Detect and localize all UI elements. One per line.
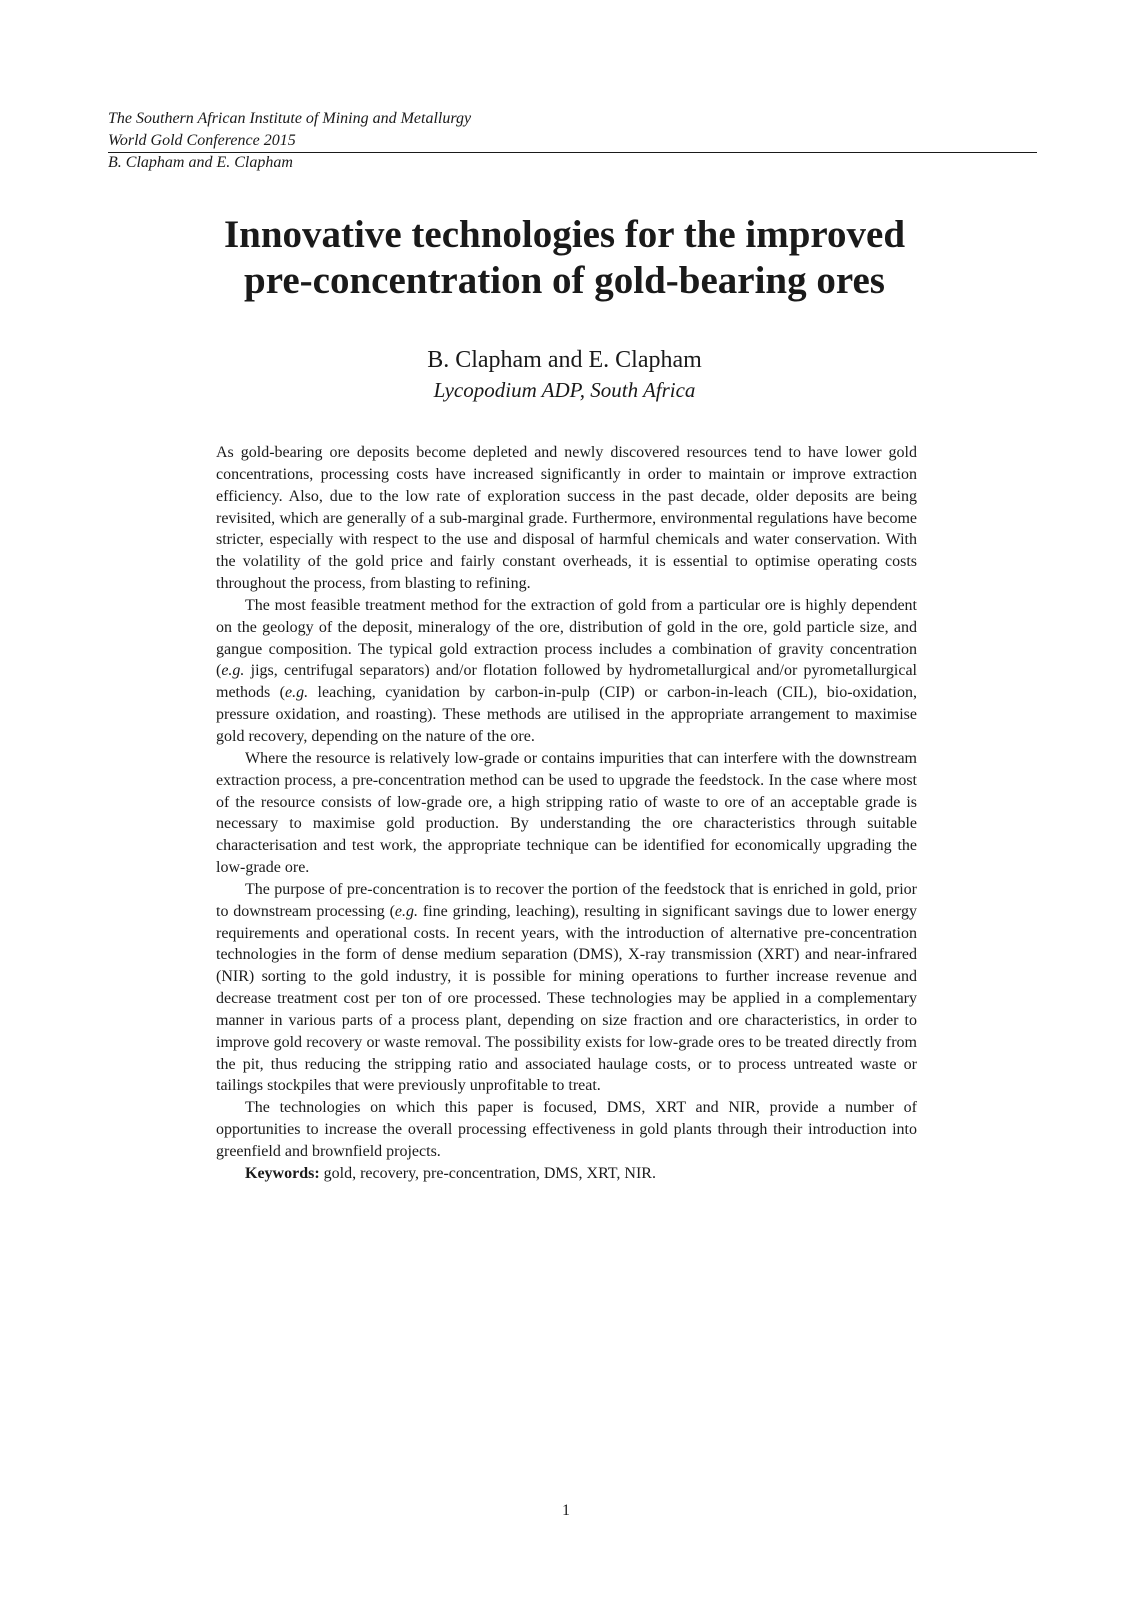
keywords <box>216 1163 917 1185</box>
abstract-paragraph-3: Where the resource is relatively low-grade or contains impurities that can interfere with the downstream extraction process, a pre-concentration method can be used to upgrade the feedstock. In the case where most of the resource consists of low-grade ore, a high stripping ratio of waste to ore of an acceptable grade is necessary to maximise gold production. By understanding the ore characteristics through suitable characterisation and test work, the appropriate technique can be identified for economically upgrading the low-grade ore. <box>216 749 917 877</box>
header-rule <box>108 152 1037 153</box>
abstract-paragraph-2-text-c: leaching, cyanidation by carbon-in-pulp (CIP) or carbon-in-leach (CIL), bio-oxidation, pressure oxidation, and roasting). These methods are utilised in the appropriate arrangement to maximise gold recovery, depending on the nature of the ore. <box>216 684 917 745</box>
page-number: 1 <box>562 1502 570 1519</box>
author-affiliation: Lycopodium ADP, South Africa <box>433 378 696 402</box>
running-header <box>108 108 1037 174</box>
abstract-paragraph-4-eg: e.g. <box>394 902 419 920</box>
abstract-paragraph-4 <box>216 879 917 1097</box>
keywords-list: gold, recovery, pre-concentration, DMS, XRT, NIR. <box>319 1164 656 1182</box>
author-names: B. Clapham and E. Clapham <box>427 347 702 373</box>
abstract-paragraph-1: As gold-bearing ore deposits become depleted and newly discovered resources tend to have lower gold concentrations, processing costs have increased significantly in order to maintain or improve extraction efficiency. Also, due to the low rate of exploration success in the past decade, older deposits are being revisited, which are generally of a sub-marginal grade. Furthermore, environmental regulations have become stricter, especially with respect to the use and disposal of harmful chemicals and water conservation. With the volatility of the gold price and fairly constant overheads, it is essential to optimise operating costs throughout the process, from blasting to refining. <box>216 444 917 593</box>
header-conference: World Gold Conference 2015 <box>108 132 296 149</box>
abstract-paragraph-2 <box>216 595 917 748</box>
header-authors: B. Clapham and E. Clapham <box>108 154 293 171</box>
paper-title-line-1: Innovative technologies for the improved <box>223 213 906 256</box>
abstract-paragraph-2-eg-2: e.g. <box>285 684 309 702</box>
keywords-label: Keywords: <box>245 1164 320 1182</box>
abstract-paragraph-4-text-b: fine grinding, leaching), resulting in significant savings due to lower energy requirements and operational costs. In recent years, with the introduction of alternative pre-concentration technologies in the form of dense medium separation (DMS), X-ray transmission (XRT) and near-infrared (NIR) sorting to the gold industry, it is possible for mining operations to further increase revenue and decrease treatment cost per ton of ore processed. These technologies may be applied in a complementary manner in various parts of a process plant, depending on size fraction and ore characteristics, in order to improve gold recovery or waste removal. The possibility exists for low-grade ores to be treated directly from the pit, thus reducing the stripping ratio and associated haulage costs, or to process untreated waste or tailings stockpiles that were previously unprofitable to treat. <box>216 902 918 1095</box>
abstract-paragraph-2-text-a: The most feasible treatment method for the extraction of gold from a particular ore is highly dependent on the geology of the deposit, mineralogy of the ore, distribution of gold in the ore, gold particle size, and gangue composition. The typical gold extraction process includes a combination of gravity concentration ( <box>216 596 917 680</box>
header-institute: The Southern African Institute of Mining and Metallurgy <box>108 110 472 127</box>
abstract-paragraph-5: The technologies on which this paper is focused, DMS, XRT and NIR, provide a number of opportunities to increase the overall processing effectiveness in gold plants through their introduction into greenfield and brownfield projects. <box>216 1099 917 1160</box>
abstract-paragraph-4-text-a: The purpose of pre-concentration is to recover the portion of the feedstock that is enriched in gold, prior to downstream processing ( <box>216 880 917 920</box>
abstract-paragraph-2-eg-1: e.g. <box>221 662 245 680</box>
abstract <box>216 442 917 1185</box>
abstract-paragraph-2-text-b: jigs, centrifugal separators) and/or flotation followed by hydrometallurgical and/or pyrometallurgical methods ( <box>216 662 917 702</box>
paper-title-line-2: pre-concentration of gold-bearing ores <box>244 259 885 302</box>
paper-title <box>108 212 1021 304</box>
